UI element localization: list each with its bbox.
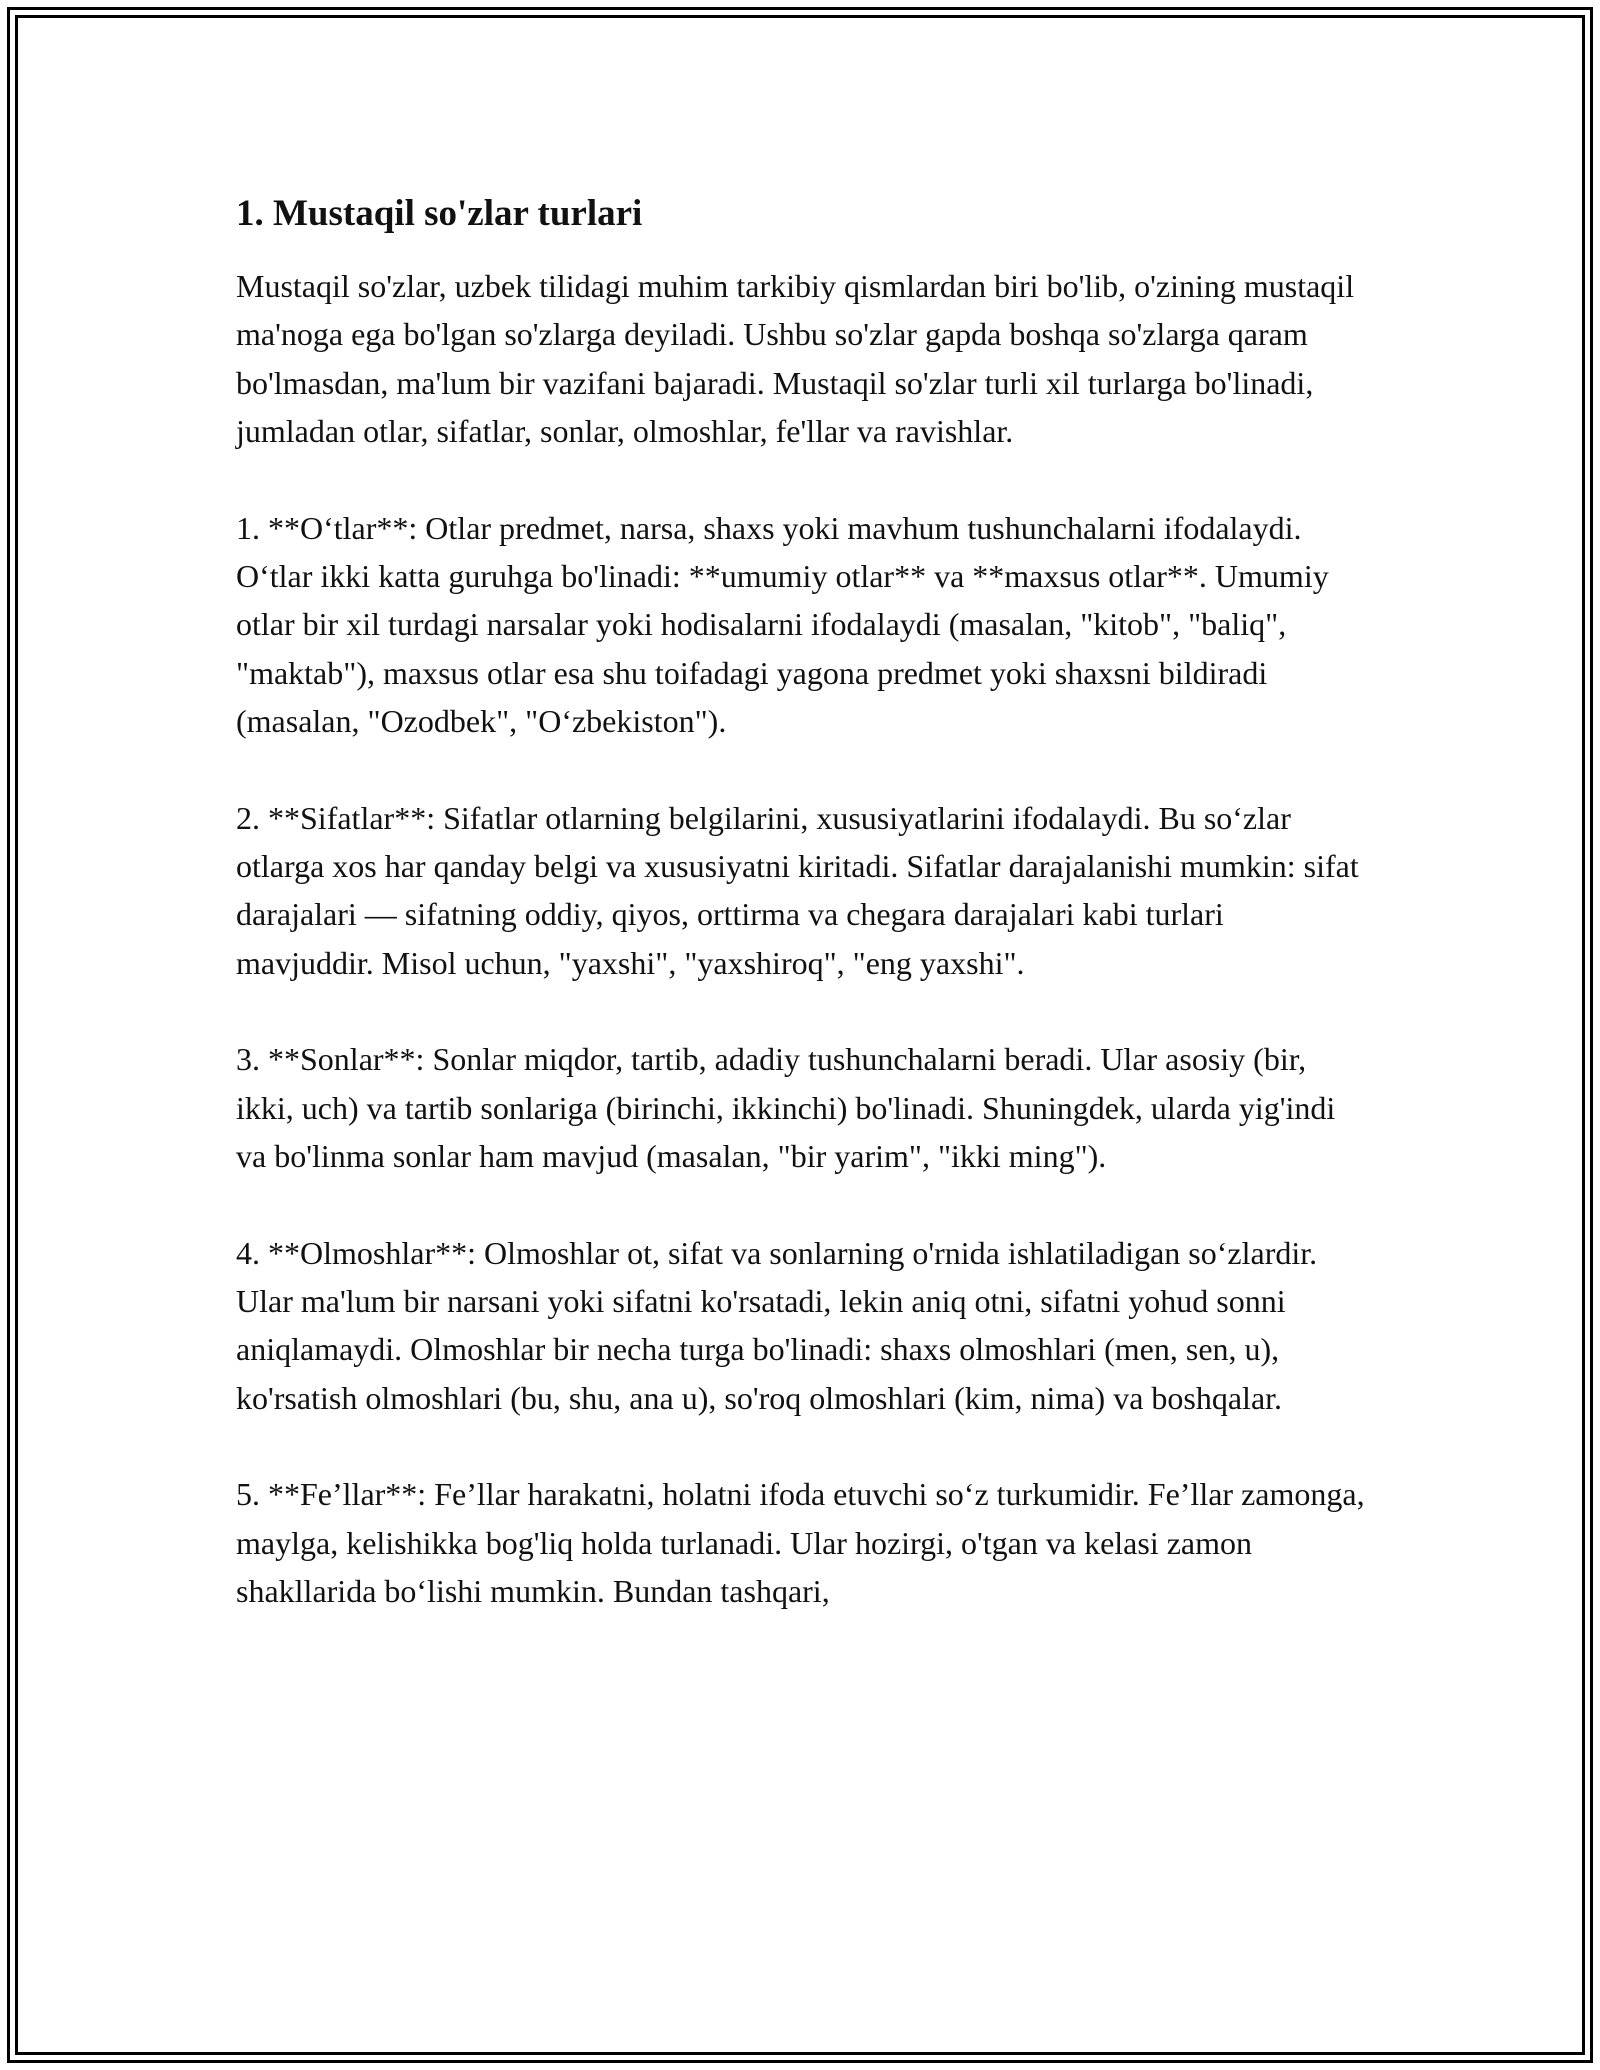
adjectives-paragraph: 2. **Sifatlar**: Sifatlar otlarning belgilarini, xususiyatlarini ifodalaydi. Bu so‘zlar otlarga xos har qanday belgi va xususiyatni kiritadi. Sifatlar darajalanishi mumkin: sifat darajalari — sifatning oddiy, qiyos, orttirma va chegara darajalari kabi turlari mavjuddir. Misol uchun, "yaxshi", "yaxshiroq", "eng yaxshi". [236,799,1359,981]
intro-paragraph: Mustaqil so'zlar, uzbek tilidagi muhim tarkibiy qismlardan biri bo'lib, o'zining mustaqil ma'noga ega bo'lgan so'zlarga deyiladi. Ushbu so'zlar gapda boshqa so'zlarga qaram bo'lmasdan, ma'lum bir vazifani bajaradi. Mustaqil so'zlar turli xil turlarga bo'linadi, jumladan otlar, sifatlar, sonlar, olmoshlar, fe'llar va ravishlar. [236,268,1355,450]
numerals-paragraph: 3. **Sonlar**: Sonlar miqdor, tartib, adadiy tushunchalarni beradi. Ular asosiy (bir, ikki, uch) va tartib sonlariga (birinchi, ikkinchi) bo'linadi. Shuningdek, ularda yig'indi va bo'linma sonlar ham mavjud (masalan, "bir yarim", "ikki ming"). [236,1041,1336,1175]
pronouns-paragraph: 4. **Olmoshlar**: Olmoshlar ot, sifat va sonlarning o'rnida ishlatiladigan so‘zlardir. Ular ma'lum bir narsani yoki sifatni ko'rsatadi, lekin aniq otni, sifatni yohud sonni aniqlamaydi. Olmoshlar bir necha turga bo'linadi: shaxs olmoshlari (men, sen, u), ko'rsatish olmoshlari (bu, shu, ana u), so'roq olmoshlari (kim, nima) va boshqalar. [236,1234,1318,1416]
document-body [236,186,1366,1663]
section-heading: 1. Mustaqil so'zlar turlari [236,193,643,234]
verbs-paragraph: 5. **Fe’llar**: Fe’llar harakatni, holatni ifoda etuvchi so‘z turkumidir. Fe’llar zamonga, maylga, kelishikka bog'liq holda turlanadi. Ular hozirgi, o'tgan va kelasi zamon shakllarida bo‘lishi mumkin. Bundan tashqari, [236,1476,1365,1609]
nouns-paragraph: 1. **O‘tlar**: Otlar predmet, narsa, shaxs yoki mavhum tushunchalarni ifodalaydi. O‘tlar ikki katta guruhga bo'linadi: **umumiy otlar** va **maxsus otlar**. Umumiy otlar bir xil turdagi narsalar yoki hodisalarni ifodalaydi (masalan, "kitob", "baliq", "maktab"), maxsus otlar esa shu toifadagi yagona predmet yoki shaxsni bildiradi (masalan, "Ozodbek", "O‘zbekiston"). [236,509,1329,740]
